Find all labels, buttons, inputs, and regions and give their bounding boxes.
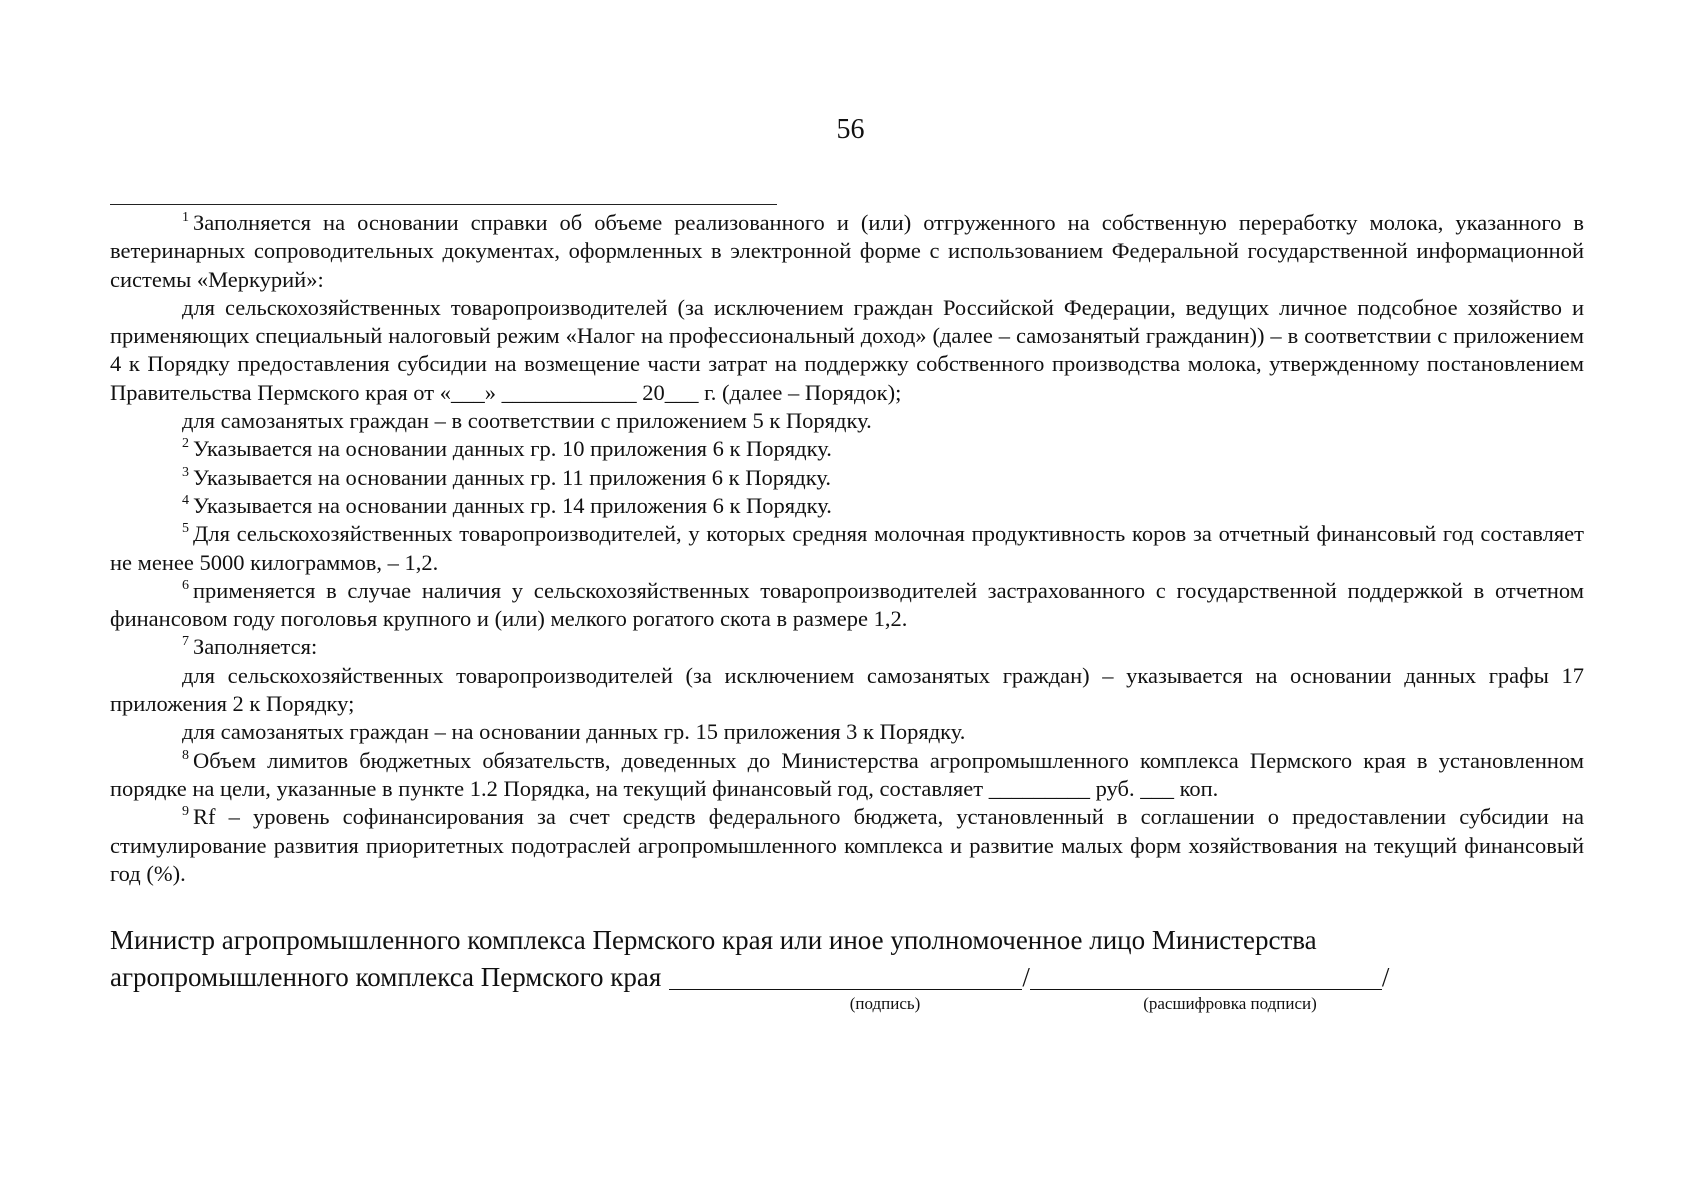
footnote-text: Объем лимитов бюджетных обязательств, доведенных до Министерства агропромышленного комплекса Пермского края в установленном порядке на цели, указанные в пункте 1.2 Порядка, на текущий финансовый год, составляет _________ руб. ___ коп. xyxy=(110,747,1584,801)
signature-title-line-2 xyxy=(110,959,1560,996)
footnote-marker: 5 xyxy=(182,521,189,537)
signature-title-text: агропромышленного комплекса Пермского края xyxy=(110,962,662,992)
footnote-3 xyxy=(110,464,1584,492)
footnote-6 xyxy=(110,577,1584,634)
footnote-text: Для сельскохозяйственных товаропроизводителей, у которых средняя молочная продуктивность коров за отчетный финансовый год составляет не менее 5000 килограммов, – 1,2. xyxy=(110,521,1584,575)
signature-separator: / xyxy=(1022,962,1030,992)
signature-caption: (подпись) xyxy=(849,994,921,1013)
footnote-marker: 7 xyxy=(182,634,189,650)
footnote-text: для сельскохозяйственных товаропроизводителей (за исключением самозанятых граждан) – указывается на основании данных графы 17 приложения 2 к Порядку; xyxy=(110,662,1584,717)
signature-captions xyxy=(0,993,1701,1015)
footnote-8 xyxy=(110,747,1584,804)
footnote-text: для самозанятых граждан – в соответствии с приложением 5 к Порядку. xyxy=(182,408,872,434)
signature-blank[interactable] xyxy=(669,959,1022,990)
footnote-text: для сельскохозяйственных товаропроизводителей (за исключением граждан Российской Федерации, ведущих личное подсобное хозяйство и применяющих специальный налоговый режим «Налог на профессиональный доход» (далее – самозанятый гражданин)) – в соответствии с приложением 4 к Порядку предоставления субсидии на возмещение части затрат на поддержку собственного производства молока, утвержденному постановлением Правительства Пермского края от «___» ____________ 20___ г. (далее – Порядок); xyxy=(110,294,1584,405)
footnote-separator xyxy=(110,204,777,205)
footnote-1-item-a xyxy=(110,294,1584,407)
signature-block xyxy=(110,922,1560,996)
footnote-text: Заполняется: xyxy=(193,634,318,660)
footnote-5 xyxy=(110,520,1584,577)
signature-title-line-1: Министр агропромышленного комплекса Пермского края или иное уполномоченное лицо Министерства xyxy=(110,925,1317,955)
footnote-text: Rf – уровень софинансирования за счет средств федерального бюджета, установленный в соглашении о предоставлении субсидии на стимулирование развития приоритетных подотраслей агропромышленного комплекса и развитие малых форм хозяйствования на текущий финансовый год (%). xyxy=(110,804,1584,886)
footnote-text: для самозанятых граждан – на основании данных гр. 15 приложения 3 к Порядку. xyxy=(182,719,966,745)
footnote-text: Указывается на основании данных гр. 14 приложения 6 к Порядку. xyxy=(193,492,832,518)
footnote-text: Заполняется на основании справки об объеме реализованного и (или) отгруженного на собственную переработку молока, указанного в ветеринарных сопроводительных документах, оформленных в электронной форме с использованием Федеральной государственной информационной системы «Меркурий»: xyxy=(110,210,1584,292)
footnote-marker: 4 xyxy=(182,492,189,508)
footnote-1-item-b xyxy=(110,407,1584,435)
footnote-marker: 6 xyxy=(182,577,189,593)
footnote-text: Указывается на основании данных гр. 11 приложения 6 к Порядку. xyxy=(193,464,831,490)
signature-decoding-caption: (расшифровка подписи) xyxy=(1143,994,1317,1013)
footnote-marker: 9 xyxy=(182,804,189,820)
page-number: 56 xyxy=(836,114,865,145)
footnote-2 xyxy=(110,435,1584,463)
footnote-7 xyxy=(110,633,1584,661)
footnote-marker: 2 xyxy=(182,436,189,452)
signature-decoding-blank[interactable] xyxy=(1030,959,1382,990)
footnote-7-item-b xyxy=(110,718,1584,746)
footnote-7-item-a xyxy=(110,662,1584,719)
signature-end-mark: / xyxy=(1381,962,1390,992)
footnote-text: Указывается на основании данных гр. 10 приложения 6 к Порядку. xyxy=(193,436,832,462)
footnotes-block xyxy=(110,209,1584,888)
footnote-text: применяется в случае наличия у сельскохозяйственных товаропроизводителей застрахованного с государственной поддержкой в отчетном финансовом году поголовья крупного и (или) мелкого рогатого скота в размере 1,2. xyxy=(110,577,1584,632)
footnote-marker: 8 xyxy=(182,747,189,763)
footnote-marker: 3 xyxy=(182,464,189,480)
footnote-1 xyxy=(110,209,1584,294)
footnote-9 xyxy=(110,803,1584,888)
footnote-marker: 1 xyxy=(182,210,189,225)
footnote-4 xyxy=(110,492,1584,520)
